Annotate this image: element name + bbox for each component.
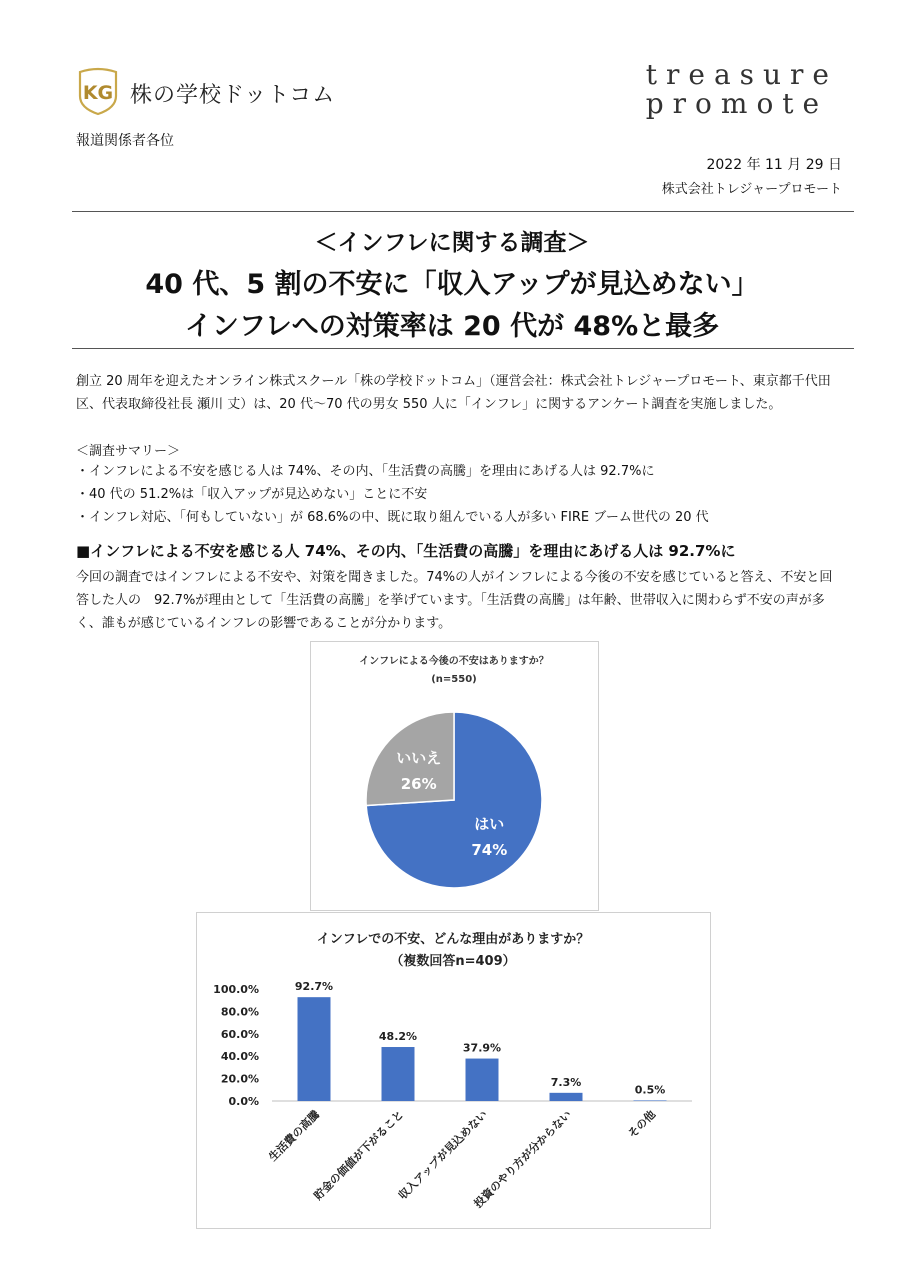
- school-logo-text: 株の学校ドットコム: [130, 83, 336, 108]
- y-tick-label: 100.0%: [213, 983, 259, 996]
- bar-category-label: 収入アップが見込めない: [395, 1107, 491, 1203]
- bar-value-label: 92.7%: [294, 980, 334, 994]
- shield-icon: [74, 66, 122, 116]
- brand-line-2: promote: [645, 87, 829, 120]
- y-tick-label: 80.0%: [220, 1005, 259, 1019]
- bar-value-label: 0.5%: [634, 1083, 666, 1097]
- pie-chart-title: インフレによる今後の不安はありますか？: [359, 656, 549, 667]
- survey-subtitle: ＜インフレに関する調査＞: [314, 230, 590, 256]
- school-logo-mark: [74, 66, 122, 116]
- bar-category-label: 生活費の高騰: [266, 1107, 323, 1164]
- bar-value-label: 7.3%: [550, 1075, 582, 1089]
- summary-list: [76, 460, 841, 529]
- addressee: 報道関係者各位: [76, 133, 174, 149]
- bar-category-label: 投資のやり方が分からない: [471, 1107, 575, 1211]
- pie-chart-subtitle: (n=550): [431, 674, 477, 685]
- bar-chart-subtitle: （複数回答n=409）: [390, 954, 516, 969]
- bar-chart-title: インフレでの不安、どんな理由がありますか？: [316, 932, 590, 947]
- bar-category-label: その他: [625, 1107, 659, 1141]
- bar-3: [550, 1093, 583, 1101]
- y-tick-label: 20.0%: [220, 1072, 259, 1086]
- pie-value-label: 74%: [471, 841, 508, 860]
- brand-logo: [646, 60, 838, 118]
- bar-category-label: 貯金の価値が下がること: [311, 1107, 407, 1203]
- brand-line-1: treasure: [645, 58, 838, 91]
- summary-item: ・インフレ対応、「何もしていない」が 68.6%の中、既に取り組んでいる人が多い FIRE ブーム世代の 20 代: [76, 510, 709, 525]
- bar-1: [382, 1047, 415, 1101]
- section-paragraph: 今回の調査ではインフレによる不安や、対策を聞きました。74%の人がインフレによる今後の不安を感じていると答え、不安と回答した人の 92.7%が理由として「生活費の高騰」を挙げています。「生活費の高騰」は年齢、世帯収入に関わらず不安の声が多く、誰もが感じているインフレの影響であることが分かります。: [76, 570, 833, 631]
- release-date: 2022 年 11 月 29 日: [706, 157, 842, 173]
- bar-value-label: 37.9%: [462, 1041, 502, 1055]
- bar-value-label: 48.2%: [378, 1030, 418, 1044]
- bar-4: [634, 1100, 667, 1101]
- pie-value-label: 26%: [400, 774, 437, 793]
- intro-paragraph: 創立 20 周年を迎えたオンライン株式スクール「株の学校ドットコム」（運営会社：株式会社トレジャープロモート、東京都千代田区、代表取締役社長 瀬川 丈）は、20 代～70 代の男女 550 人に「インフレ」に関するアンケート調査を実施しました。: [76, 374, 831, 412]
- headline-line-1: 40 代、5 割の不安に「収入アップが見込めない」: [145, 269, 759, 300]
- divider-bottom: [72, 348, 854, 349]
- logo-mark-text: KG: [82, 82, 114, 104]
- headline-line-2: インフレへの対策率は 20 代が 48%と最多: [184, 311, 720, 342]
- divider-top: [72, 211, 854, 212]
- pie-category-label: はい: [474, 815, 505, 834]
- summary-item: ・40 代の 51.2%は「収入アップが見込めない」ことに不安: [76, 487, 428, 502]
- y-tick-label: 60.0%: [220, 1027, 259, 1041]
- bar-0: [298, 997, 331, 1101]
- pie-chart: [311, 642, 598, 910]
- y-tick-label: 40.0%: [220, 1050, 259, 1064]
- summary-item: ・インフレによる不安を感じる人は 74%、その内、「生活費の高騰」を理由にあげる人は 92.7%に: [76, 464, 655, 479]
- section-heading: ■インフレによる不安を感じる人 74%、その内、「生活費の高騰」を理由にあげる人は 92.7%に: [76, 542, 736, 560]
- company-name: 株式会社トレジャープロモート: [661, 182, 842, 197]
- pie-chart-card: [310, 641, 599, 911]
- y-tick-label: 0.0%: [228, 1095, 259, 1108]
- bar-2: [466, 1059, 499, 1101]
- summary-heading: ＜調査サマリー＞: [76, 444, 181, 459]
- pie-category-label: いいえ: [396, 748, 442, 767]
- bar-chart: [197, 913, 710, 1228]
- bar-chart-card: [196, 912, 711, 1229]
